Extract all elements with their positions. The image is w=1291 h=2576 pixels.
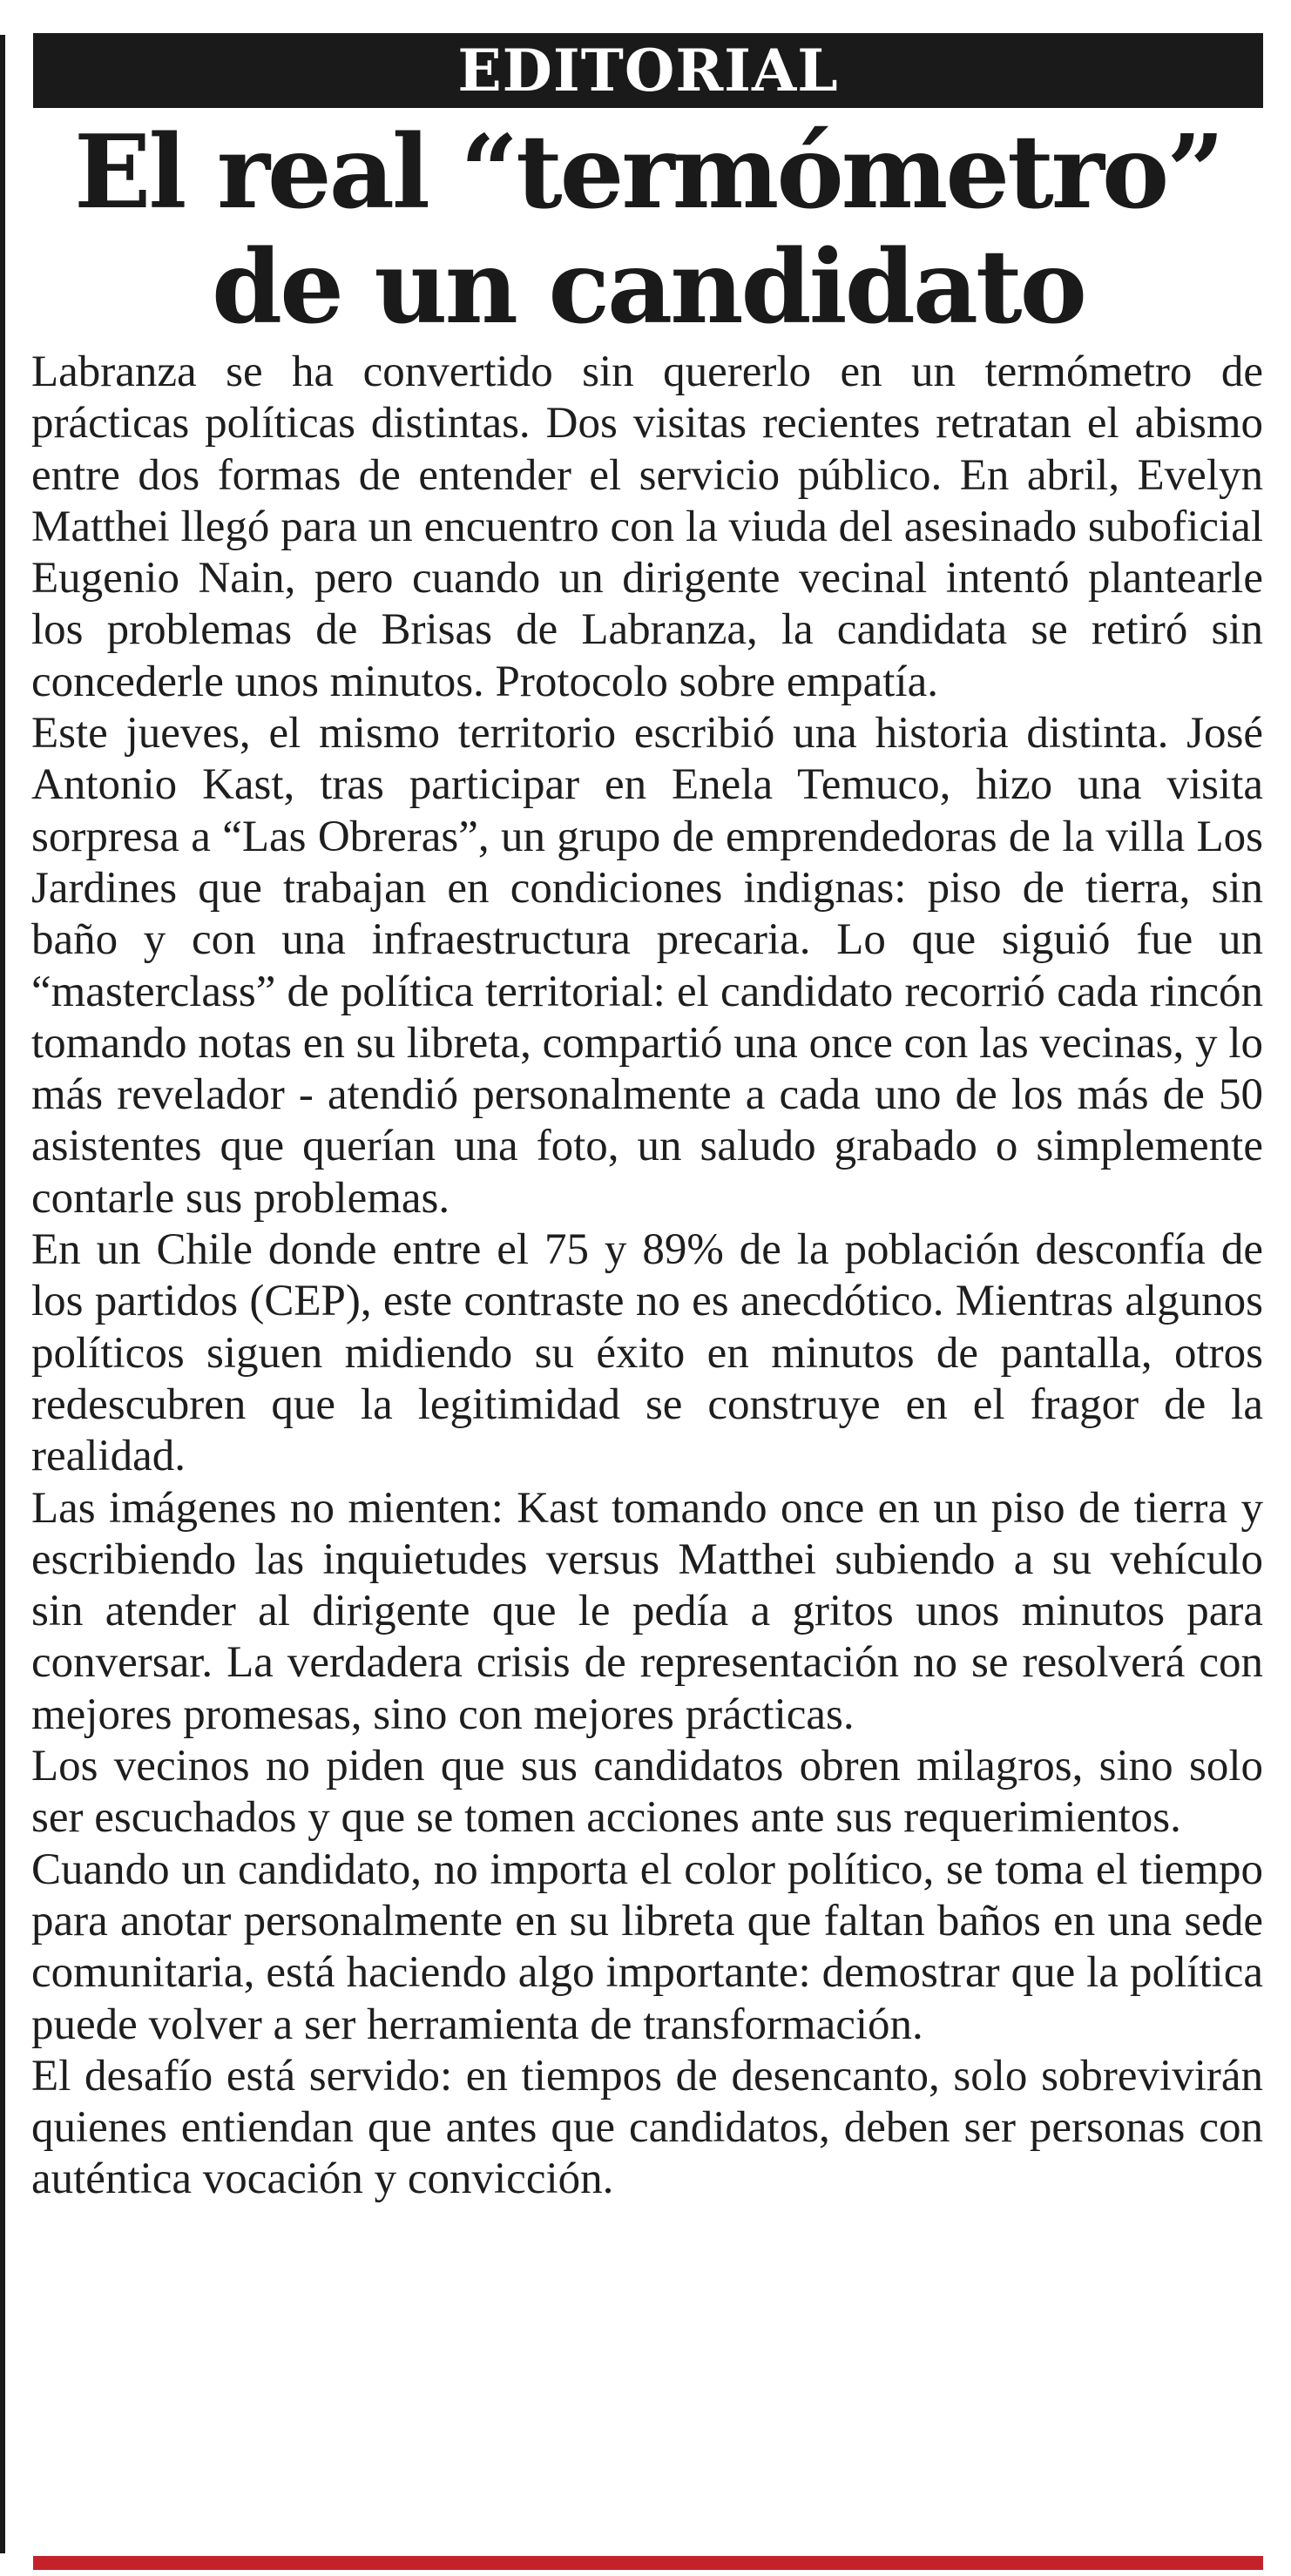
- left-column-rule: [0, 35, 5, 2553]
- article-body: [31, 347, 1263, 2206]
- paragraph-5: Los vecinos no piden que sus candidatos obren milagros, sino solo ser escuchados y que se tomen acciones ante sus requerimientos.: [31, 1742, 1263, 1843]
- headline-line-1: El real “termómetro”: [73, 113, 1223, 232]
- headline-line-2: de un candidato: [212, 228, 1085, 347]
- paragraph-6: Cuando un candidato, no importa el color político, se toma el tiempo para anotar personalmente en su libreta que faltan baños en una sede comunitaria, está haciendo algo importante: demostrar que la política puede volver a ser herramienta de transformación.: [31, 1844, 1263, 2049]
- section-label: EDITORIAL: [457, 37, 839, 105]
- bottom-accent-rule: [33, 2556, 1263, 2570]
- paragraph-4: Las imágenes no mienten: Kast tomando once en un piso de tierra y escribiendo las inquietudes versus Matthei subiendo a su vehículo sin atender al dirigente que le pedía a gritos unos minutos para conversar. La verdadera crisis de representación no se resolverá con mejores promesas, sino con mejores prácticas.: [31, 1483, 1263, 1739]
- paragraph-3: En un Chile donde entre el 75 y 89% de la población desconfía de los partidos (CEP), este contraste no es anecdótico. Mientras algunos políticos siguen midiendo su éxito en minutos de pantalla, otros redescubren que la legitimidad se construye en el fragor de la realidad.: [31, 1225, 1263, 1481]
- section-header-bar: [33, 33, 1263, 108]
- paragraph-7: El desafío está servido: en tiempos de desencanto, solo sobrevivirán quienes entiendan que antes que candidatos, deben ser personas con auténtica vocación y convicción.: [31, 2051, 1263, 2204]
- headline: [33, 115, 1263, 345]
- paragraph-2: Este jueves, el mismo territorio escribió una historia distinta. José Antonio Kast, tras participar en Enela Temuco, hizo una visita sorpresa a “Las Obreras”, un grupo de emprendedoras de la villa Los Jardines que trabajan en condiciones indignas: piso de tierra, sin baño y con una infraestructura precaria. Lo que siguió fue un “masterclass” de política territorial: el candidato recorrió cada rincón tomando notas en su libreta, compartió una once con las vecinas, y lo más revelador - atendió personalmente a cada uno de los más de 50 asistentes que querían una foto, un saludo grabado o simplemente contarle sus problemas.: [31, 709, 1263, 1223]
- paragraph-1: Labranza se ha convertido sin quererlo en un termómetro de prácticas políticas distintas. Dos visitas recientes retratan el abismo entre dos formas de entender el servicio público. En abril, Evelyn Matthei llegó para un encuentro con la viuda del asesinado suboficial Eugenio Nain, pero cuando un dirigente vecinal intentó plantearle los problemas de Brisas de Labranza, la candidata se retiró sin concederle unos minutos. Protocolo sobre empatía.: [31, 347, 1263, 706]
